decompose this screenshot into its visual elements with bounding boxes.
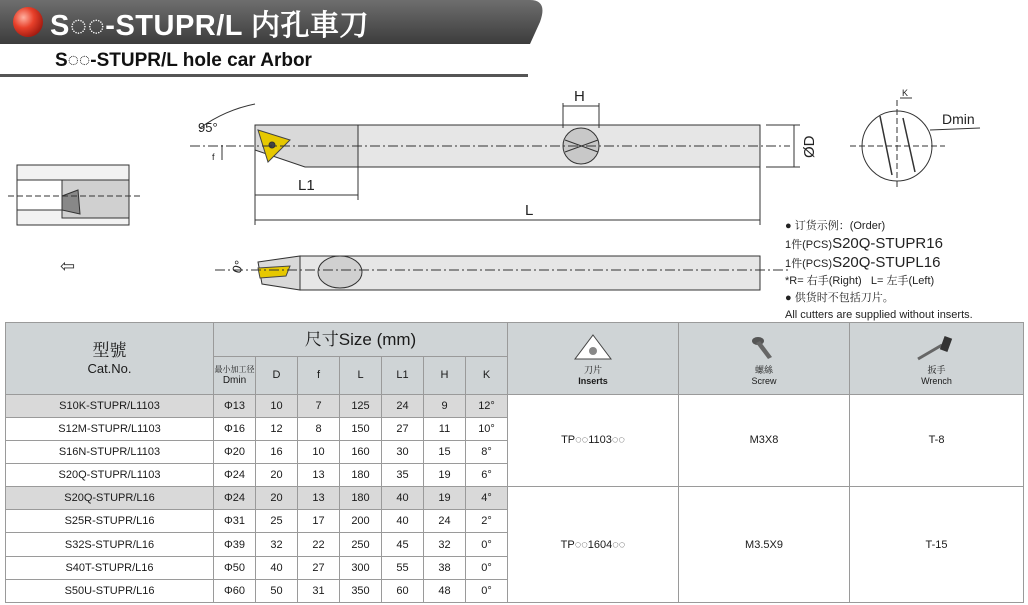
angle-95-label: 95°: [198, 120, 218, 135]
table-row: S50U-STUPR/L16 Φ60 50 31 350 60 48 0°: [6, 579, 1024, 602]
wrench-cell: T-8: [850, 394, 1024, 487]
table-row: S40T-STUPR/L16 Φ50 40 27 300 55 38 0°: [6, 556, 1024, 579]
d-col-header: D: [256, 357, 298, 394]
table-row: S20Q-STUPR/L1103 Φ24 20 13 180 35 19 6°: [6, 463, 1024, 486]
insert-cell: TP◌◌1103◌◌: [508, 394, 679, 487]
order-2-prefix: 1件(PCS): [785, 258, 833, 270]
tool-top-view: [190, 103, 800, 225]
table-row: S20Q-STUPR/L16 Φ24 20 13 180 40 19 4° TP◌◌1604◌◌ M3.5X9 T-15: [6, 487, 1024, 510]
table-row: S25R-STUPR/L16 Φ31 25 17 200 40 24 2°: [6, 510, 1024, 533]
inserts-header: 刀片 Inserts: [508, 323, 679, 395]
l1-col-header: L1: [382, 357, 424, 394]
screw-cell: M3.5X9: [679, 487, 850, 603]
f-label: f: [212, 152, 215, 162]
wrench-header: 扳手 Wrench: [850, 323, 1024, 395]
supply-note-en: All cutters are supplied without inserts.: [785, 309, 973, 321]
table-row: S32S-STUPR/L16 Φ39 32 22 250 45 32 0°: [6, 533, 1024, 556]
wrench-icon: [912, 333, 962, 363]
screw-cell: M3X8: [679, 394, 850, 487]
table-row: S12M-STUPR/L1103 Φ16 12 8 150 27 11 10°: [6, 417, 1024, 440]
angle-0-label: 0°: [228, 258, 248, 276]
order-label: ● 订货示例：(Order): [785, 220, 886, 232]
l-col-header: L: [340, 357, 382, 394]
D-label: ØD: [801, 135, 818, 158]
page-title: S◌◌-STUPR/L 内孔車刀: [50, 10, 370, 42]
screw-header: 螺絲 Screw: [679, 323, 850, 395]
supply-note-cn: ● 供货时不包括刀片。: [785, 292, 894, 304]
k-col-header: K: [466, 357, 508, 394]
H-label: H: [574, 88, 585, 105]
screw-icon: [744, 333, 784, 363]
order-2-code: S20Q-STUPL16: [832, 254, 941, 271]
hand-left: L= 左手(Left): [870, 275, 935, 287]
tool-side-view: [215, 256, 790, 290]
bore-view: [8, 165, 140, 225]
table-row: S16N-STUPR/L1103 Φ20 16 10 160 30 15 8°: [6, 440, 1024, 463]
insert-icon: [573, 333, 613, 363]
order-notes: [785, 218, 1025, 324]
direction-arrow: ⇦: [60, 256, 76, 276]
order-1-code: S20Q-STUPR16: [832, 235, 943, 252]
table-row: S10K-STUPR/L1103 Φ13 10 7 125 24 9 12° TP◌◌1103◌◌ M3X8 T-8: [6, 394, 1024, 417]
dmin-col-header: 最小加工径 Dmin: [214, 357, 256, 394]
L-label: L: [525, 202, 534, 219]
h-col-header: H: [424, 357, 466, 394]
catno-header: 型號 Cat.No.: [6, 323, 214, 395]
K-label: K: [902, 88, 909, 98]
page-subtitle: S◌◌-STUPR/L hole car Arbor: [55, 50, 312, 71]
f-col-header: f: [298, 357, 340, 394]
L1-label: L1: [298, 177, 315, 194]
insert-cell: TP◌◌1604◌◌: [508, 487, 679, 603]
hand-right: *R= 右手(Right): [785, 275, 862, 287]
title-rule: [0, 74, 528, 77]
wrench-cell: T-15: [850, 487, 1024, 603]
order-1-prefix: 1件(PCS): [785, 239, 833, 251]
Dmin-label: Dmin: [942, 111, 975, 127]
spec-table: [5, 322, 1024, 603]
size-header: 尺寸Size (mm): [214, 323, 508, 357]
